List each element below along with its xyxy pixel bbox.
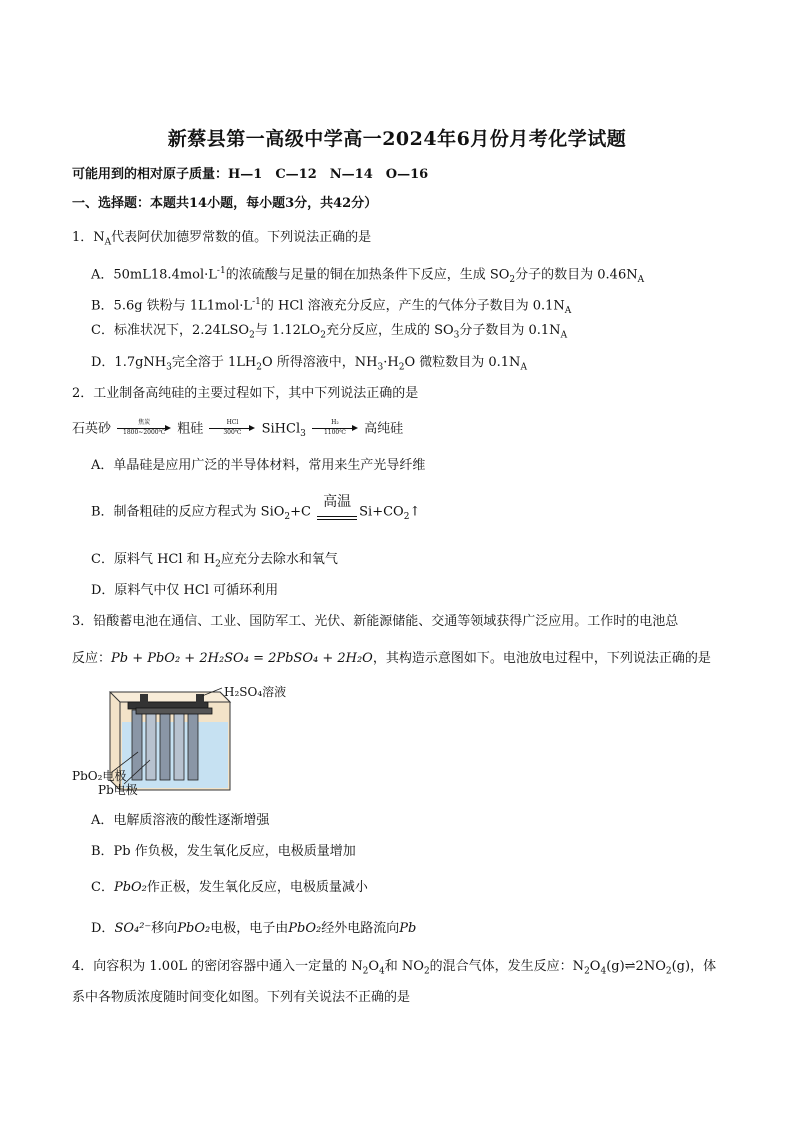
question-3-option-d: D．SO₄²⁻移向PbO₂电极，电子由PbO₂经外电路流向Pb xyxy=(91,921,417,936)
question-2-option-d: D．原料气中仅 HCl 可循环利用 xyxy=(91,583,279,598)
question-2-option-b: B．制备粗硅的反应方程式为 SiO$_2$+C 高温 $Si+CO_2↑$ xyxy=(91,497,420,527)
high-temperature-equals: 高温 xyxy=(315,497,359,527)
section-heading: 一、选择题：本题共14小题，每小题3分，共42分） xyxy=(72,196,378,211)
page-title: 新蔡县第一高级中学高一2024年6月份月考化学试题 xyxy=(167,128,627,150)
question-3-option-a: A．电解质溶液的酸性逐渐增强 xyxy=(91,813,270,828)
flow-arrow-1: 焦炭 1800~2000℃ xyxy=(117,420,171,438)
question-4-stem-line2: 系中各物质浓度随时间变化如图。下列有关说法不正确的是 xyxy=(72,990,411,1005)
question-2-stem: 2．工业制备高纯硅的主要过程如下，其中下列说法正确的是 xyxy=(72,386,419,401)
silicon-process-flow: 石英砂 焦炭 1800~2000℃ 粗硅 HCl 300℃ SiHCl$_3$ $\frac{\text{H₂}}{1100℃}$ 高纯硅 xyxy=(72,419,404,440)
label-pb-electrode: Pb电极 xyxy=(98,783,138,797)
question-3-option-c: C．PbO₂作正极，发生氧化反应，电极质量减小 xyxy=(91,880,368,895)
question-3-stem-line2: 反应：Pb + PbO₂ + 2H₂SO₄ = 2PbSO₄ + 2H₂O，其构造示意图如下。电池放电过程中，下列说法正确的是 xyxy=(72,651,711,666)
question-2-option-c: C．原料气 HCl 和 $H_2$应充分去除水和氧气 xyxy=(91,552,338,570)
question-4-stem-line1: 4．向容积为 1.00L 的密闭容器中通入一定量的 $N_2O_4$和 $NO_2$的混合气体，发生反应：$N_2O_4(g)\rightleftharpoons 2NO_2(g)$，体 xyxy=(72,959,717,977)
question-3-stem-line1: 3．铅酸蓄电池在通信、工业、国防军工、光伏、新能源储能、交通等领域获得广泛应用。工作时的电池总 xyxy=(72,614,679,629)
question-1-option-c: C．标准状况下，$2.24LSO_2$与 $1.12LO_2$充分反应，生成的 $SO_3$分子数目为 $0.1N_A$ xyxy=(91,323,568,341)
flow-arrow-3: $\frac{\text{H₂}}{1100℃}$ xyxy=(312,420,358,438)
question-2-option-a: A．单晶硅是应用广泛的半导体材料，常用来生产光导纤维 xyxy=(91,458,426,473)
question-1-option-a: A．$50mL18.4mol\cdot L^{-1}$的浓硫酸与足量的铜在加热条件下反应，生成 $SO_2$分子的数目为 $0.46N_A$ xyxy=(91,266,645,285)
question-1-option-b: B．5.6g 铁粉与 $1L1mol\cdot L^{-1}$的 HCl 溶液充分反应，产生的气体分子数目为 $0.1N_A$ xyxy=(91,297,572,316)
question-3-option-b: B．Pb 作负极，发生氧化反应，电极质量增加 xyxy=(91,844,356,859)
atomic-masses: 可能用到的相对原子质量：H—1 C—12 N—14 O—16 xyxy=(72,167,429,182)
label-h2so4-solution: H₂SO₄溶液 xyxy=(224,685,287,699)
question-1-stem: 1．$N_A$代表阿伏加德罗常数的值。下列说法正确的是 xyxy=(72,230,372,248)
flow-arrow-2: HCl 300℃ xyxy=(209,420,255,438)
label-pbo2-electrode: PbO₂电极 xyxy=(72,769,127,783)
question-1-option-d: D．1.7gNH$_3$完全溶于 $1LH_2O$ 所得溶液中，$NH_3\cdot H_2O$ 微粒数目为 $0.1N_A$ xyxy=(91,355,527,373)
battery-reaction-equation: Pb + PbO₂ + 2H₂SO₄ = 2PbSO₄ + 2H₂O xyxy=(111,651,373,666)
